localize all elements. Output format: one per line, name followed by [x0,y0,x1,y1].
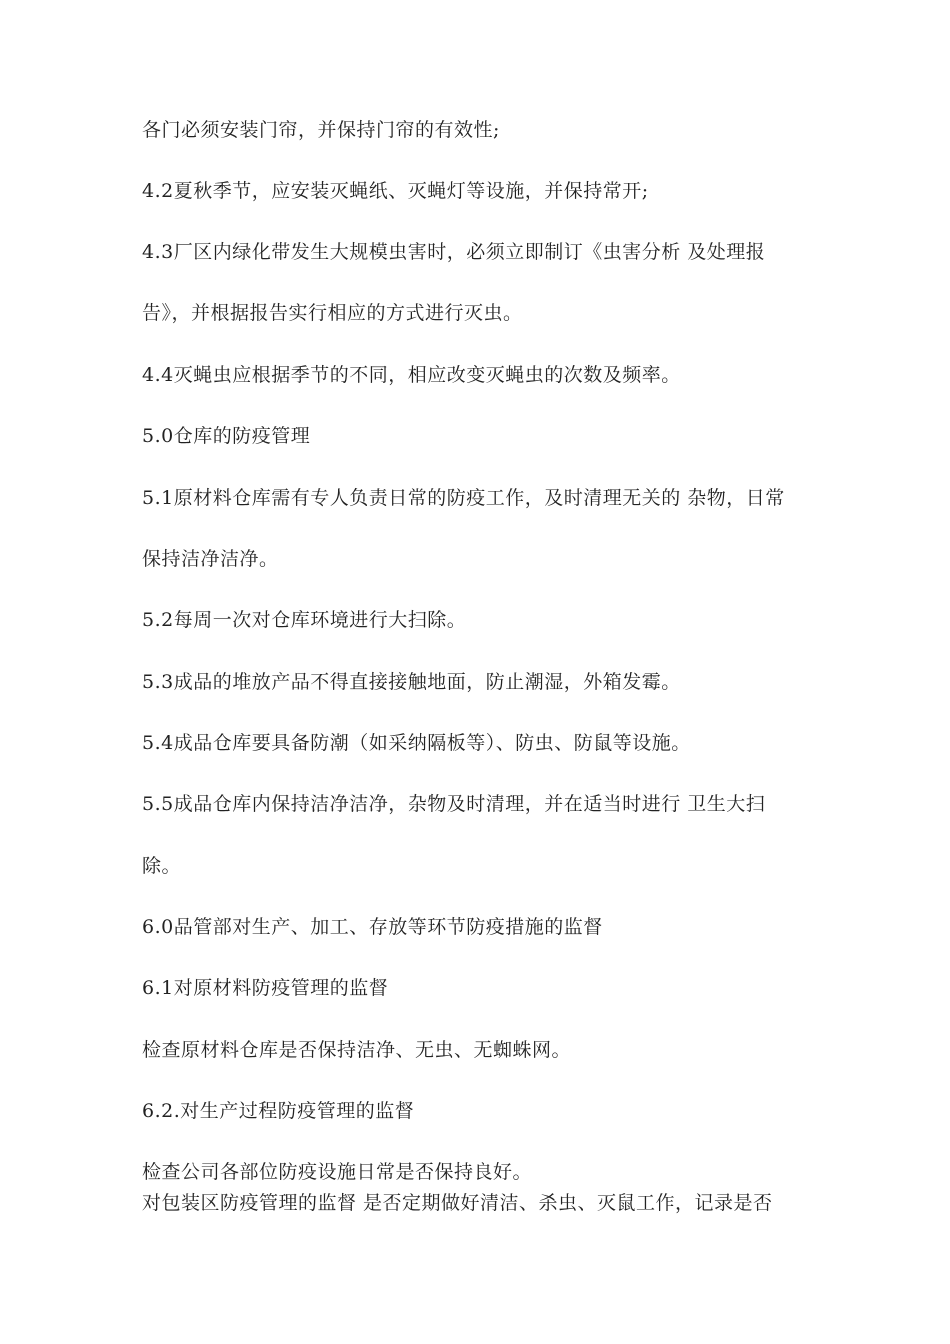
text-line: 检查原材料仓库是否保持洁净、无虫、无蜘蛛网。 [142,1039,572,1061]
text-line: 4.3厂区内绿化带发生大规模虫害时，必须立即制订《虫害分析 及处理报 [142,241,766,263]
text-line: 检查公司各部位防疫设施日常是否保持良好。 [142,1161,533,1183]
text-line: 各门必须安装门帘，并保持门帘的有效性; [142,119,500,141]
text-line: 5.5成品仓库内保持洁净洁净，杂物及时清理，并在适当时进行 卫生大扫 [142,793,766,815]
text-line: 5.2每周一次对仓库环境进行大扫除。 [142,609,467,631]
section-heading: 5.0仓库的防疫管理 [142,425,311,447]
text-line: 6.2.对生产过程防疫管理的监督 [142,1100,415,1122]
text-line: 对包装区防疫管理的监督 是否定期做好清洁、杀虫、灭鼠工作，记录是否 [142,1192,773,1214]
text-line: 保持洁净洁净。 [142,548,279,570]
text-line: 告》，并根据报告实行相应的方式进行灭虫。 [142,302,523,324]
text-line: 5.1原材料仓库需有专人负责日常的防疫工作，及时清理无关的 杂物，日常 [142,487,785,509]
text-line: 5.4成品仓库要具备防潮（如采纳隔板等）、防虫、防鼠等设施。 [142,732,691,754]
text-line: 4.4灭蝇虫应根据季节的不同，相应改变灭蝇虫的次数及频率。 [142,364,681,386]
text-line: 6.1对原材料防疫管理的监督 [142,977,389,999]
section-heading: 6.0品管部对生产、加工、存放等环节防疫措施的监督 [142,916,603,938]
text-line: 5.3成品的堆放产品不得直接接触地面，防止潮湿，外箱发霉。 [142,671,681,693]
text-line: 除。 [142,855,182,877]
text-line: 4.2夏秋季节，应安装灭蝇纸、灭蝇灯等设施，并保持常开; [142,180,649,202]
